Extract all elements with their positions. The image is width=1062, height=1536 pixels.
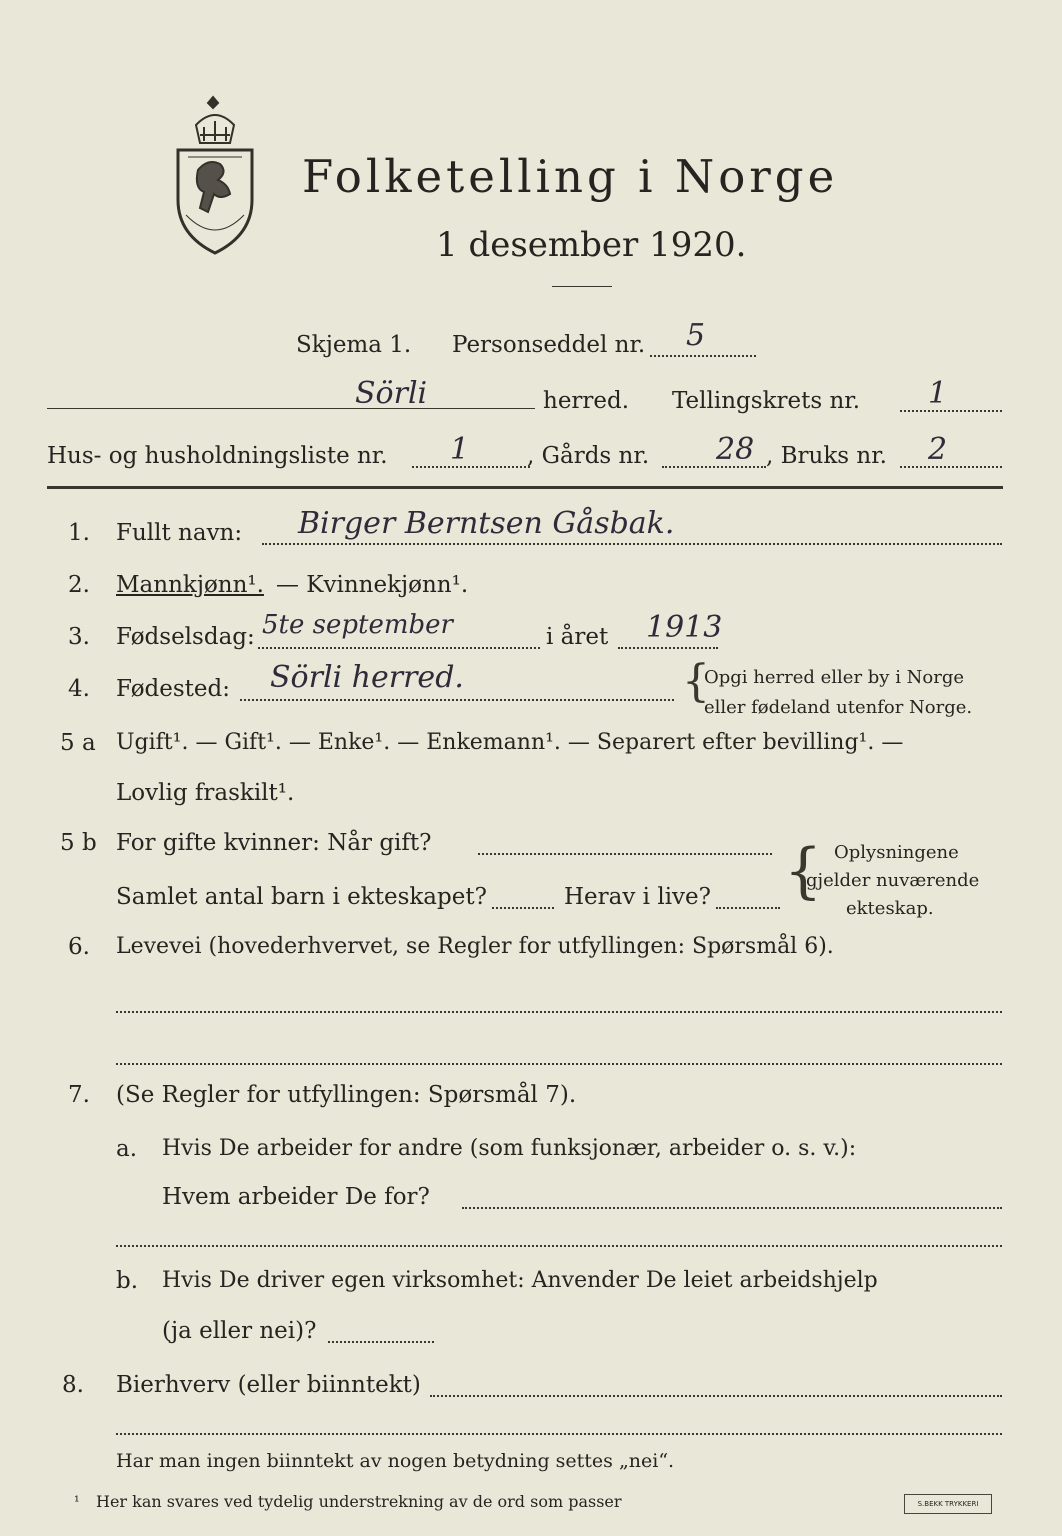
q7a-field-line2	[116, 1245, 1002, 1247]
q5a-number: 5 a	[60, 730, 96, 756]
q5b-children-field-line	[492, 907, 554, 909]
divorced-option[interactable]: Lovlig fraskilt¹.	[116, 780, 295, 806]
hus-field-line	[412, 466, 530, 468]
q7a-field-line1	[462, 1207, 1002, 1209]
hus-label: Hus- og husholdningsliste nr.	[47, 443, 388, 469]
marital-status-options[interactable]: Ugift¹. — Gift¹. — Enke¹. — Enkemann¹. — Separert efter bevilling¹. —	[116, 730, 904, 755]
coat-of-arms-icon	[168, 95, 263, 255]
q7a-line2: Hvem arbeider De for?	[162, 1184, 430, 1210]
q5b-note-line3: ekteskap.	[846, 898, 934, 919]
q6-label: Levevei (hovederhvervet, se Regler for utfyllingen: Spørsmål 6).	[116, 934, 834, 959]
q7b-line2: (ja eller nei)?	[162, 1318, 317, 1344]
q6-field-line1	[116, 1011, 1002, 1013]
q8-field-line2	[116, 1433, 1002, 1435]
full-name-value[interactable]: Birger Berntsen Gåsbak.	[298, 506, 675, 541]
q5b-alive-label: Herav i live?	[564, 884, 711, 910]
q1-label: Fullt navn:	[116, 520, 243, 546]
q3-field-line	[258, 647, 540, 649]
personseddel-label: Personseddel nr.	[452, 332, 646, 358]
personseddel-field-line	[650, 355, 756, 357]
printer-stamp-text: S.BEKK TRYKKERI	[917, 1500, 979, 1508]
bruks-field-line	[900, 466, 1002, 468]
header-rule	[47, 486, 1003, 489]
birthplace-value[interactable]: Sörli herred.	[270, 660, 464, 695]
tellingskrets-field-line	[900, 410, 1002, 412]
census-date: 1 desember 1920.	[436, 225, 747, 265]
footer-note: Har man ingen biinntekt av nogen betydning settes „nei“.	[116, 1450, 675, 1472]
q7b-field-line	[328, 1341, 434, 1343]
q7a-letter: a.	[116, 1136, 138, 1162]
q5b-alive-field-line	[716, 907, 780, 909]
hus-value[interactable]: 1	[450, 432, 470, 467]
bruks-value[interactable]: 2	[928, 432, 948, 467]
q3-year-field-line	[618, 647, 718, 649]
herred-field-line	[47, 408, 535, 409]
female-option[interactable]: — Kvinnekjønn¹.	[276, 572, 469, 598]
q3-year-label: i året	[546, 624, 609, 650]
q3-label: Fødselsdag:	[116, 624, 255, 650]
q7-number: 7.	[68, 1082, 90, 1108]
q8-label: Bierhverv (eller biinntekt)	[116, 1372, 421, 1398]
q5b-number: 5 b	[60, 830, 97, 856]
q4-number: 4.	[68, 676, 90, 702]
q8-number: 8.	[62, 1372, 84, 1398]
q6-field-line2	[116, 1063, 1002, 1065]
q5b-brace: {	[784, 836, 823, 906]
footnote-mark: ¹	[74, 1494, 80, 1510]
tellingskrets-value[interactable]: 1	[928, 376, 948, 411]
personseddel-value[interactable]: 5	[686, 318, 706, 353]
title-divider	[552, 286, 612, 287]
page-title: Folketelling i Norge	[302, 150, 839, 203]
herred-value[interactable]: Sörli	[355, 376, 428, 411]
printer-stamp	[904, 1494, 992, 1514]
q5b-children-label: Samlet antal barn i ekteskapet?	[116, 884, 487, 910]
q6-number: 6.	[68, 934, 90, 960]
q7b-line1: Hvis De driver egen virksomhet: Anvender De leiet arbeidshjelp	[162, 1268, 878, 1293]
q3-number: 3.	[68, 624, 90, 650]
q1-field-line	[262, 543, 1002, 545]
q5b-married-field-line	[478, 853, 772, 855]
q7-label: (Se Regler for utfyllingen: Spørsmål 7).	[116, 1082, 577, 1108]
bruks-label: , Bruks nr.	[766, 443, 887, 469]
q5b-married-label: For gifte kvinner: Når gift?	[116, 830, 432, 856]
q5b-note-line2: gjelder nuværende	[806, 870, 980, 891]
q2-number: 2.	[68, 572, 90, 598]
gards-label: , Gårds nr.	[527, 443, 650, 469]
gards-value[interactable]: 28	[716, 432, 755, 467]
tellingskrets-label: Tellingskrets nr.	[672, 388, 861, 414]
q4-field-line	[240, 699, 674, 701]
herred-label: herred.	[543, 388, 630, 414]
male-option[interactable]: Mannkjønn¹.	[116, 572, 264, 598]
footnote-text: Her kan svares ved tydelig understrekning av de ord som passer	[96, 1492, 622, 1511]
q5b-note-line1: Oplysningene	[834, 842, 959, 863]
q7a-line1: Hvis De arbeider for andre (som funksjonær, arbeider o. s. v.):	[162, 1136, 857, 1161]
birth-year-value[interactable]: 1913	[646, 610, 723, 645]
q7b-letter: b.	[116, 1268, 139, 1294]
q4-note-line2: eller fødeland utenfor Norge.	[704, 697, 973, 718]
q8-field-line1	[430, 1395, 1002, 1397]
q4-note-line1: Opgi herred eller by i Norge	[704, 667, 965, 688]
q4-label: Fødested:	[116, 676, 231, 702]
q1-number: 1.	[68, 520, 90, 546]
skjema-label: Skjema 1.	[296, 332, 412, 358]
q4-brace: {	[682, 656, 710, 707]
birthday-value[interactable]: 5te september	[262, 610, 453, 640]
